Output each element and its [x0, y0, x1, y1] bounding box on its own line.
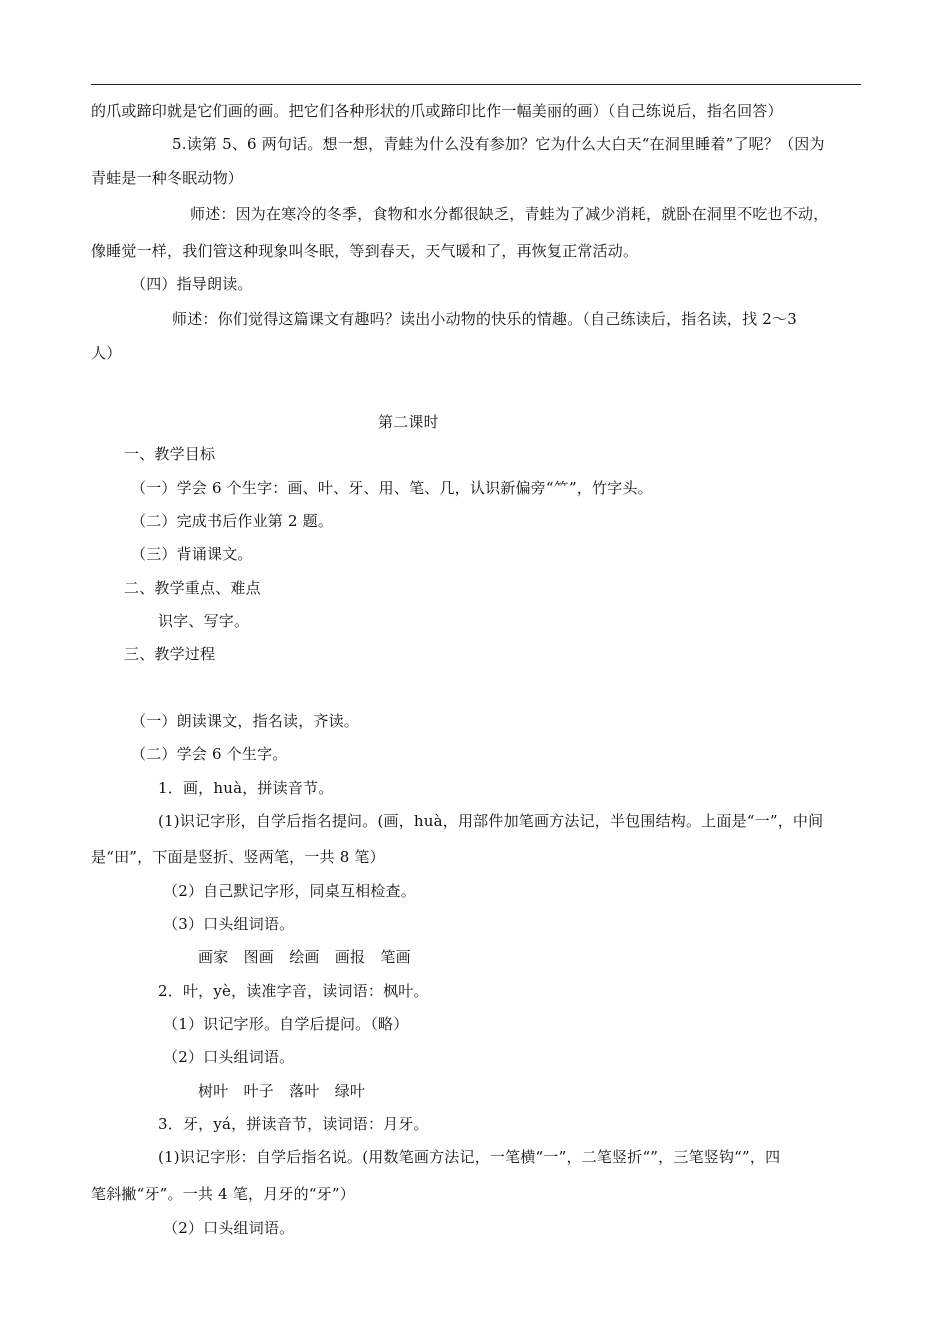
section-heading: 三、教学过程: [124, 645, 216, 663]
text-line: （二）完成书后作业第 2 题。: [131, 512, 334, 530]
text-line: 青蛙是一种冬眠动物）: [91, 169, 244, 187]
section-heading: （四）指导朗读。: [131, 275, 253, 293]
text-line: 1．画，huà，拼读音节。: [158, 779, 334, 797]
header-rule: [91, 84, 861, 85]
lesson-title: 第二课时: [378, 413, 439, 431]
text-line: 识字、写字。: [158, 612, 250, 630]
text-line: （2）自己默记字形，同桌互相检查。: [163, 882, 416, 900]
text-line: （一）学会 6 个生字：画、叶、牙、用、笔、几，认识新偏旁“⺮”，竹字头。: [131, 479, 653, 497]
text-line: （三）背诵课文。: [131, 545, 253, 563]
text-line: 是“田”，下面是竖折、竖两笔，一共 8 笔）: [91, 848, 385, 866]
text-line: (1)识记字形，自学后指名提问。(画，huà，用部件加笔画方法记，半包围结构。上面是“一”，中间: [158, 812, 824, 830]
text-line: 笔斜撇“牙”。一共 4 笔，月牙的“牙”）: [91, 1185, 355, 1203]
text-line: （3）口头组词语。: [163, 915, 295, 933]
word-list: 树叶 叶子 落叶 绿叶: [198, 1082, 366, 1100]
text-line: （1）识记字形。自学后提问。（略）: [163, 1015, 409, 1033]
text-line: 师述：因为在寒冷的冬季，食物和水分都很缺乏，青蛙为了减少消耗，就卧在洞里不吃也不动，: [190, 205, 829, 223]
text-line: 像睡觉一样，我们管这种现象叫冬眠，等到春天，天气暖和了，再恢复正常活动。: [91, 242, 639, 260]
text-line: （2）口头组词语。: [163, 1048, 295, 1066]
text-line: （一）朗读课文，指名读，齐读。: [131, 712, 360, 730]
text-line: 2．叶，yè，读准字音，读词语：枫叶。: [158, 982, 429, 1000]
section-heading: 二、教学重点、难点: [124, 579, 261, 597]
text-line: 5.读第 5、6 两句话。想一想，青蛙为什么没有参加？它为什么大白天“在洞里睡着”了呢？（因为: [172, 135, 825, 153]
text-line: (1)识记字形：自学后指名说。(用数笔画方法记，一笔横“一”，二笔竖折“”，三笔竖钩“”，四: [158, 1148, 781, 1166]
text-line: 师述：你们觉得这篇课文有趣吗？读出小动物的快乐的情趣。（自己练读后，指名读，找 2～3: [172, 310, 797, 328]
section-heading: 一、教学目标: [124, 445, 216, 463]
text-line: 3．牙，yá，拼读音节，读词语：月牙。: [158, 1115, 429, 1133]
text-line: 的爪或蹄印就是它们画的画。把它们各种形状的爪或蹄印比作一幅美丽的画）（自己练说后，指名回答）: [91, 102, 783, 120]
word-list: 画家 图画 绘画 画报 笔画: [198, 948, 411, 966]
text-line: 人）: [91, 344, 122, 362]
text-line: （二）学会 6 个生字。: [131, 745, 288, 763]
text-line: （2）口头组词语。: [163, 1219, 295, 1237]
